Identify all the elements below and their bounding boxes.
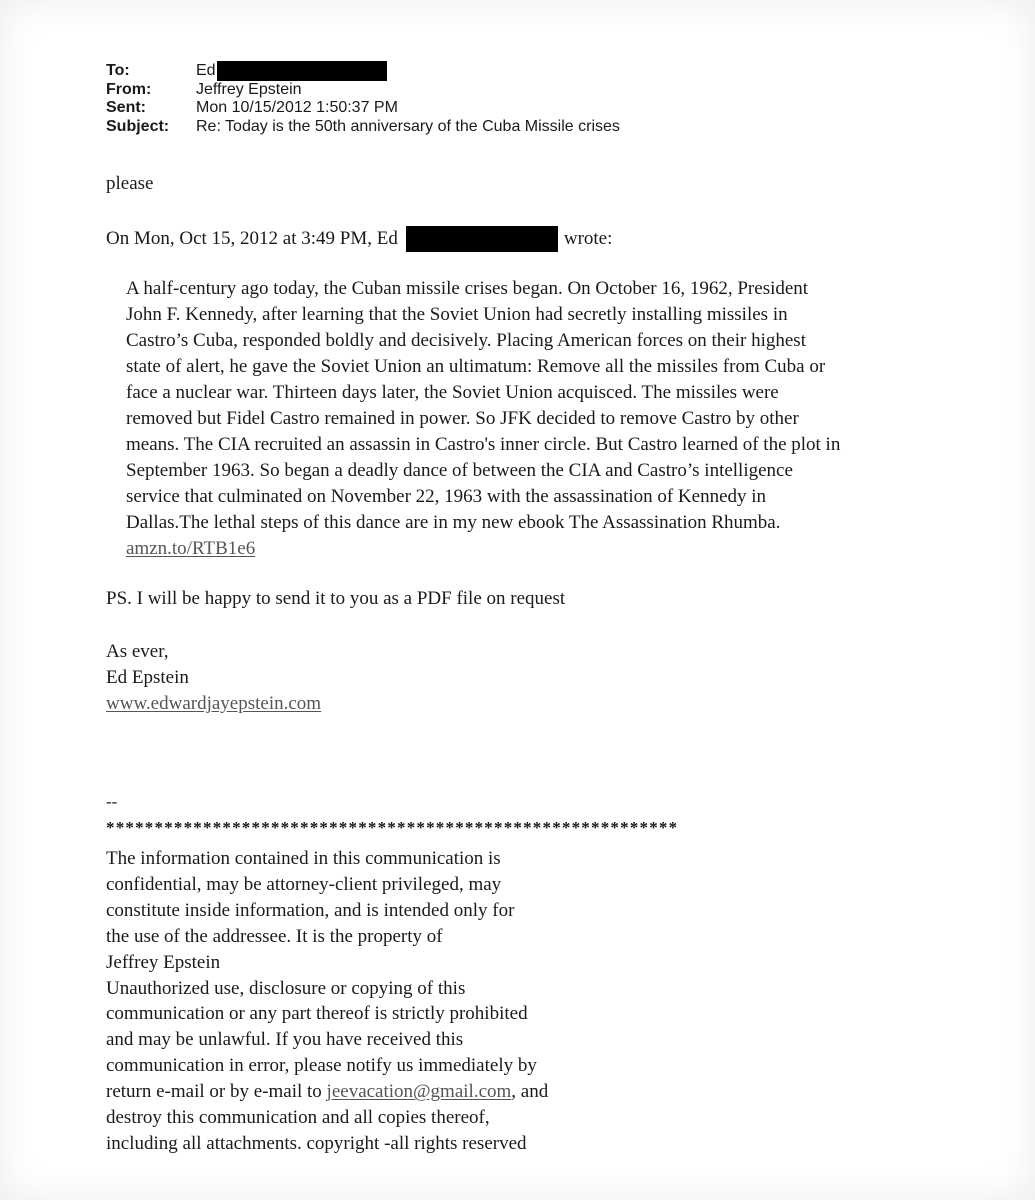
signoff-closing: As ever, <box>106 641 169 662</box>
quoted-line: John F. Kennedy, after learning that the Soviet Union had secretly installing missiles in <box>126 304 788 325</box>
disclaimer-line: including all attachments. copyright -all rights reserved <box>106 1132 527 1154</box>
ps-text: PS. I will be happy to send it to you as a PDF file on request <box>106 588 566 609</box>
ebook-link[interactable]: amzn.to/RTB1e6 <box>126 538 256 559</box>
confidentiality-disclaimer <box>106 846 548 1157</box>
website-link[interactable]: www.edwardjayepstein.com <box>106 693 322 714</box>
quoted-line: A half-century ago today, the Cuban missile crises began. On October 16, 1962, President <box>126 278 809 299</box>
subject-value: Re: Today is the 50th anniversary of the Cuba Missile crises <box>196 117 620 135</box>
disclaimer-line: communication or any part thereof is strictly prohibited <box>106 1003 528 1025</box>
quoted-line: service that culminated on November 22, 1963 with the assassination of Kennedy in <box>126 486 767 507</box>
quoted-line: Castro’s Cuba, responded boldly and decisively. Placing American forces on their highest <box>126 330 806 351</box>
disclaimer-line: the use of the addressee. It is the property of <box>106 925 443 947</box>
disclaimer-line: and may be unlawful. If you have received this <box>106 1029 464 1051</box>
quoted-line: face a nuclear war. Thirteen days later, the Soviet Union acquisced. The missiles were <box>126 382 779 403</box>
disclaimer-line: Jeffrey Epstein <box>106 951 221 973</box>
from-label: From: <box>106 80 152 98</box>
reply-text: please <box>106 173 154 194</box>
header-subject-row <box>106 118 620 137</box>
from-value: Jeffrey Epstein <box>196 80 302 98</box>
quote-intro-before: On Mon, Oct 15, 2012 at 3:49 PM, Ed <box>106 228 398 249</box>
header-to-row <box>106 62 620 81</box>
to-value <box>196 61 387 81</box>
disclaimer-email-line <box>106 1079 548 1105</box>
email-header <box>106 62 620 136</box>
to-name: Ed <box>196 62 216 79</box>
email-link[interactable]: jeevacation@gmail.com <box>326 1081 512 1103</box>
quoted-line: removed but Fidel Castro remained in power. So JFK decided to remove Castro by other <box>126 408 799 429</box>
subject-label: Subject: <box>106 117 170 135</box>
disclaimer-line: confidential, may be attorney-client privileged, may <box>106 873 502 895</box>
sent-value: Mon 10/15/2012 1:50:37 PM <box>196 99 398 116</box>
star-divider: *********************************************************** <box>106 818 679 837</box>
quote-intro-after: wrote: <box>563 228 613 249</box>
quote-intro <box>106 226 612 252</box>
quoted-line: means. The CIA recruited an assassin in Castro's inner circle. But Castro learned of the plot in <box>126 434 841 455</box>
email-line-after: , and <box>511 1081 549 1103</box>
disclaimer-line: destroy this communication and all copies thereof, <box>106 1107 490 1129</box>
email-line-before: return e-mail or by e-mail to <box>106 1081 327 1103</box>
disclaimer-line: communication in error, please notify us immediately by <box>106 1055 537 1077</box>
signature-dashes: -- <box>106 792 118 811</box>
header-from-row <box>106 81 620 100</box>
disclaimer-line: constitute inside information, and is intended only for <box>106 899 515 921</box>
quoted-line: state of alert, he gave the Soviet Union an ultimatum: Remove all the missiles from Cuba or <box>126 356 826 377</box>
disclaimer-line: The information contained in this communication is <box>106 848 501 869</box>
signoff <box>106 639 321 717</box>
signoff-name: Ed Epstein <box>106 667 189 688</box>
header-sent-row <box>106 99 620 118</box>
sent-label: Sent: <box>106 99 146 116</box>
redaction-box <box>217 61 387 81</box>
quoted-line: Dallas.The lethal steps of this dance are in my new ebook The Assassination Rhumba. <box>126 512 781 533</box>
redaction-box <box>406 226 558 252</box>
disclaimer-line: Unauthorized use, disclosure or copying of this <box>106 977 466 999</box>
to-label: To: <box>106 62 130 79</box>
quoted-message <box>126 276 840 562</box>
quoted-line: September 1963. So began a deadly dance of between the CIA and Castro’s intelligence <box>126 460 793 481</box>
